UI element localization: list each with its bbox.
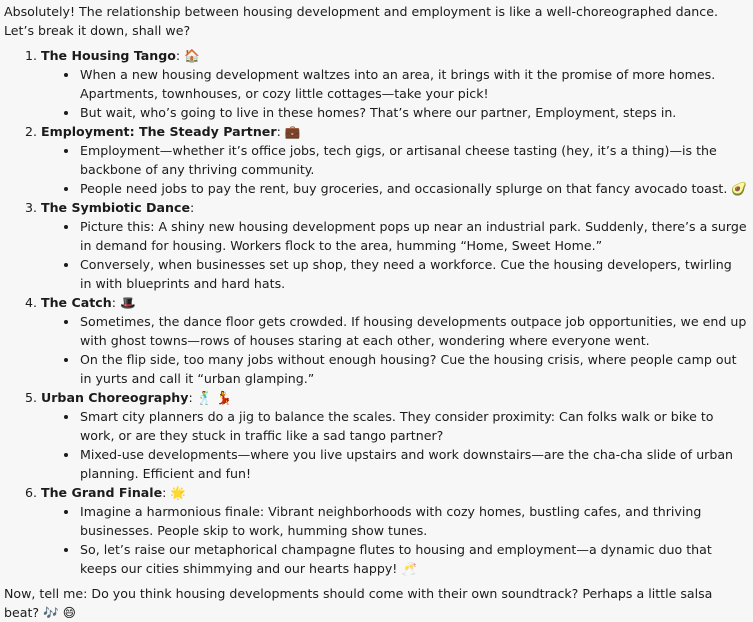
top-hat-icon: 🎩 (119, 295, 136, 310)
point-list (41, 312, 747, 388)
point-list (41, 65, 747, 122)
title-separator: : (162, 485, 167, 500)
list-item: • On the flip side, too many jobs without enough housing? Cue the housing crisis, where people camp out in yurts and call it “urban glamping.” (79, 350, 747, 388)
dancers-icon: 🕺 💃 (196, 390, 233, 405)
list-item: • When a new housing development waltzes into an area, it brings with it the promise of more homes. Apartments, townhouses, or cozy little cottages—take your pick! (79, 65, 747, 103)
title-separator: : (276, 124, 281, 139)
section-item (41, 388, 747, 483)
title-separator: : (188, 390, 193, 405)
closing-question: Now, tell me: Do you think housing developments should come with their own soundtrack? Perhaps a little salsa beat? 🎶 😄 (4, 586, 713, 620)
list-item: • Sometimes, the dance floor gets crowded. If housing developments outpace job opportunities, we end up with ghost towns—rows of houses staring at each other, wondering where everyone went. (79, 312, 747, 350)
title-separator: : (175, 48, 181, 63)
section-list (4, 46, 747, 578)
list-item: • Mixed-use developments—where you live upstairs and work downstairs—are the cha-cha slide of urban planning. Efficient and fun! (79, 445, 747, 483)
section-item (41, 46, 747, 122)
list-item: • So, let’s raise our metaphorical champagne flutes to housing and employment—a dynamic duo that keeps our cities shimmying and our hearts happy! 🥂 (79, 540, 747, 578)
list-item: • Conversely, when businesses set up shop, they need a workforce. Cue the housing developers, twirling in with blueprints and hard hats. (79, 255, 747, 293)
point-list (41, 217, 747, 293)
point-list (41, 407, 747, 483)
list-item: • But wait, who’s going to live in these homes? That’s where our partner, Employment, steps in. (79, 103, 747, 122)
section-title: The Catch (41, 295, 112, 310)
section-item (41, 483, 747, 578)
section-title: Urban Choreography (41, 390, 189, 405)
section-item (41, 293, 747, 388)
section-title: The Housing Tango (41, 48, 176, 63)
list-item: • People need jobs to pay the rent, buy groceries, and occasionally splurge on that fancy avocado toast. 🥑 (79, 179, 747, 198)
section-item (41, 198, 747, 293)
title-separator: : (111, 295, 116, 310)
list-item: • Smart city planners do a jig to balance the scales. They consider proximity: Can folks walk or bike to work, or are they stuck in traffic like a sad tango partner? (79, 407, 747, 445)
section-title: The Grand Finale (41, 485, 163, 500)
section-title: The Symbiotic Dance (41, 200, 190, 215)
title-separator: : (189, 200, 195, 215)
intro-paragraph: Absolutely! The relationship between housing development and employment is like a well-choreographed dance. Let’s break it down, shall we? (4, 4, 718, 38)
point-list (41, 141, 747, 198)
list-item: • Picture this: A shiny new housing development pops up near an industrial park. Suddenly, there’s a surge in demand for housing. Workers flock to the area, humming “Home, Sweet Home.” (79, 217, 747, 255)
house-icon: 🏠 (184, 48, 200, 63)
briefcase-icon: 💼 (284, 124, 301, 139)
list-item: • Imagine a harmonious finale: Vibrant neighborhoods with cozy homes, bustling cafes, and thriving businesses. People skip to work, humming show tunes. (79, 502, 747, 540)
point-list (41, 502, 747, 578)
star-icon: 🌟 (170, 485, 187, 500)
section-item (41, 122, 747, 198)
section-title: Employment: The Steady Partner (41, 124, 277, 139)
list-item: • Employment—whether it’s office jobs, tech gigs, or artisanal cheese tasting (hey, it’s a thing)—is the backbone of any thriving community. (79, 141, 747, 179)
